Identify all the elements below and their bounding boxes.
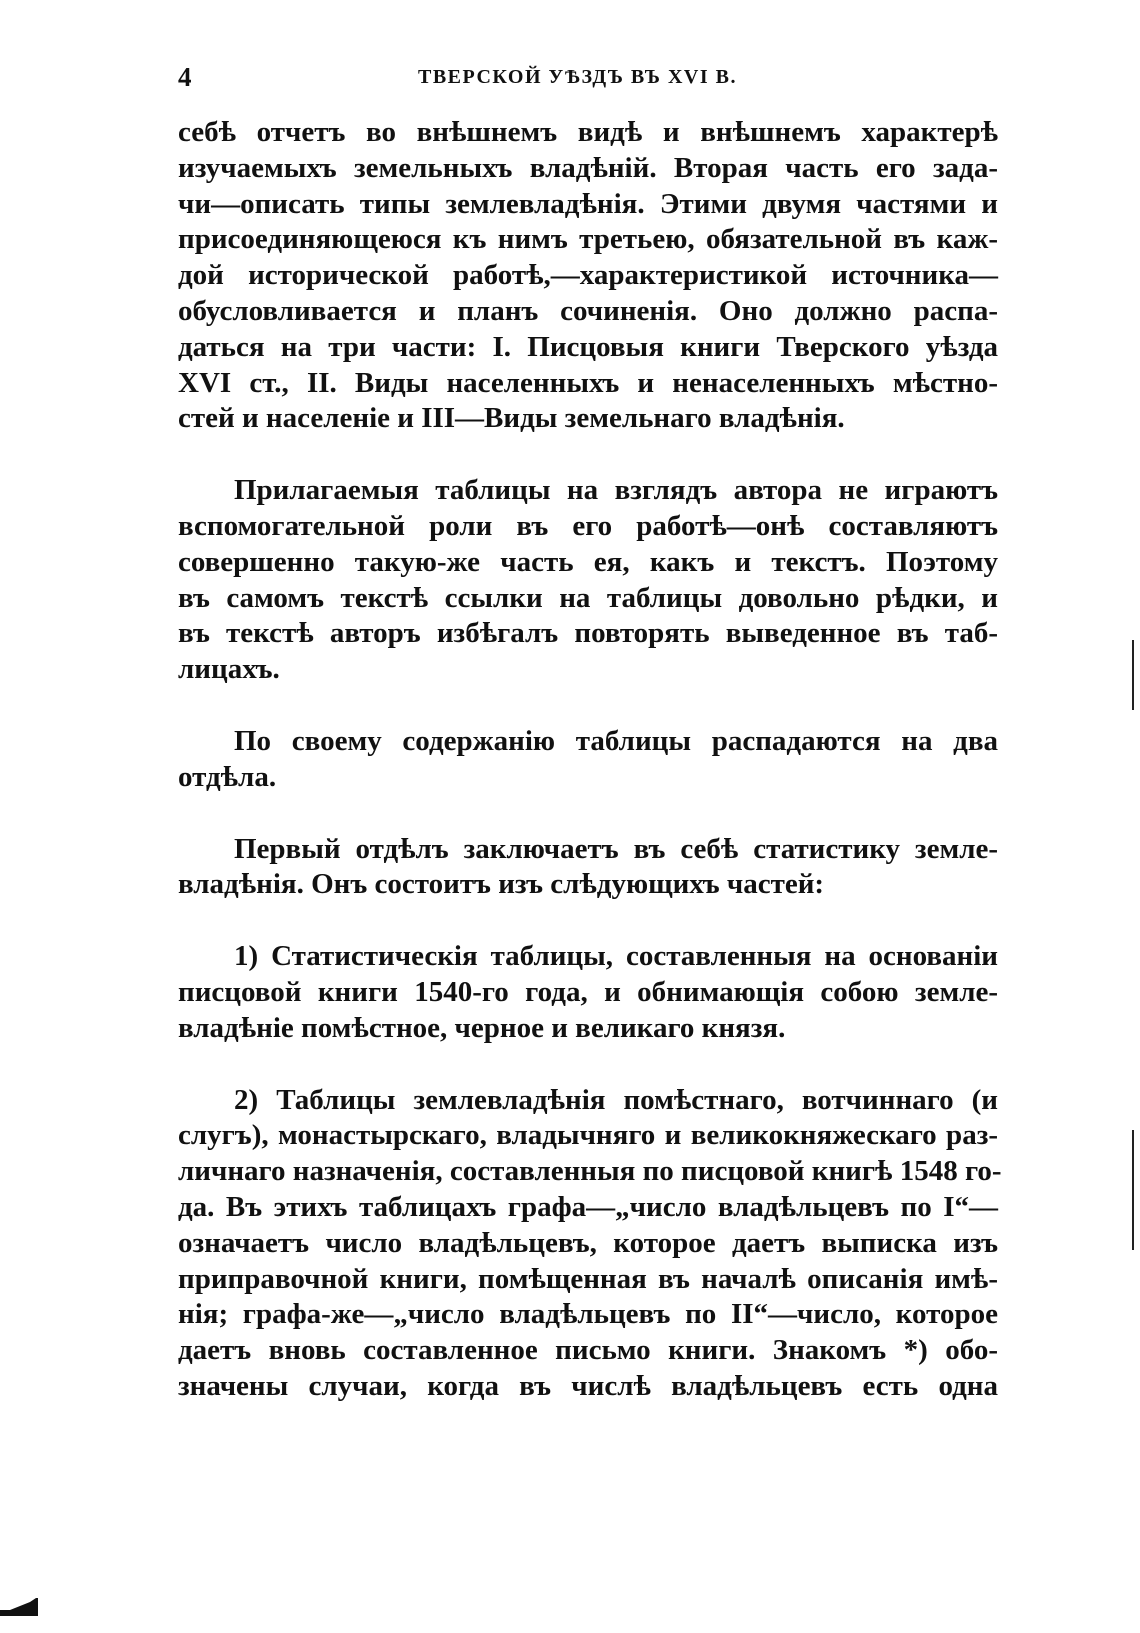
text-line: писцовой книги 1540-го года, и обнимающія собою земле- [178, 975, 998, 1008]
text-line: XVI ст., II. Виды населенныхъ и ненаселенныхъ мѣстно- [178, 366, 998, 399]
running-head: ТВЕРСКОЙ УѢЗДЪ ВЪ XVI В. [418, 66, 737, 88]
text-line: совершенно такую-же часть ея, какъ и текстъ. Поэтому [178, 545, 998, 578]
text-line: Прилагаемыя таблицы на взглядъ автора не играютъ [234, 474, 998, 507]
text-line: значены случаи, когда въ числѣ владѣльцевъ есть одна [178, 1369, 998, 1402]
text-line: изучаемыхъ земельныхъ владѣній. Вторая часть его зада- [178, 151, 998, 184]
text-line: вспомогательной роли въ его работѣ—онѣ составляютъ [178, 509, 998, 542]
paragraph [178, 832, 998, 904]
text-line: даетъ вновь составленное письмо книги. Знакомъ *) обо- [178, 1334, 998, 1367]
text-line: нія; графа-же—„число владѣльцевъ по II“—число, которое [178, 1298, 998, 1331]
scan-edge-mark [1132, 1130, 1134, 1250]
paragraph [178, 115, 998, 437]
text-line: слугъ), монастырскаго, владычняго и великокняжескаго раз- [178, 1119, 998, 1152]
text-line: 2) Таблицы землевладѣнія помѣстнаго, вотчиннаго (и [234, 1083, 998, 1116]
text-line: дой исторической работѣ,—характеристикой источника— [178, 259, 998, 292]
text-line: стей и населеніе и III—Виды земельнаго владѣнія. [178, 402, 845, 435]
text-line: въ текстѣ авторъ избѣгалъ повторять выведенное въ таб- [178, 617, 998, 650]
paragraph [178, 724, 998, 796]
scan-corner-mark [0, 1596, 38, 1616]
text-line: отдѣла. [178, 760, 277, 793]
text-line: По своему содержанію таблицы распадаются на два [234, 724, 998, 757]
text-line: владѣнія. Онъ состоитъ изъ слѣдующихъ частей: [178, 868, 825, 901]
text-line: личнаго назначенія, составленныя по писцовой книгѣ 1548 го- [178, 1155, 1002, 1188]
text-line: даться на три части: I. Писцовыя книги Тверского уѣзда [178, 330, 998, 363]
text-line: лицахъ. [178, 653, 280, 686]
text-line: да. Въ этихъ таблицахъ графа—„число владѣльцевъ по I“— [178, 1190, 998, 1223]
scan-edge-mark [1132, 640, 1134, 710]
text-line: владѣніе помѣстное, черное и великаго князя. [178, 1011, 786, 1044]
paragraph [178, 939, 998, 1046]
text-line: 1) Статистическія таблицы, составленныя на основаніи [234, 940, 998, 973]
page-number: 4 [178, 62, 192, 92]
text-line: себѣ отчетъ во внѣшнемъ видѣ и внѣшнемъ характерѣ [178, 116, 998, 148]
paragraph [178, 473, 998, 688]
text-line: приправочной книги, помѣщенная въ началѣ описанія имѣ- [178, 1262, 998, 1295]
text-line: присоединяющеюся къ нимъ третьею, обязательной въ каж- [178, 223, 998, 256]
text-line: чи—описать типы землевладѣнія. Этими двумя частями и [178, 187, 998, 220]
text-line: обусловливается и планъ сочиненія. Оно должно распа- [178, 294, 998, 327]
text-line: въ самомъ текстѣ ссылки на таблицы довольно рѣдки, и [178, 581, 998, 614]
page-header [178, 62, 998, 94]
text-line: означаетъ число владѣльцевъ, которое даетъ выписка изъ [178, 1226, 998, 1259]
paragraph [178, 1083, 1002, 1405]
body-text [178, 115, 1002, 1405]
text-line: Первый отдѣлъ заключаетъ въ себѣ статистику земле- [234, 832, 998, 865]
